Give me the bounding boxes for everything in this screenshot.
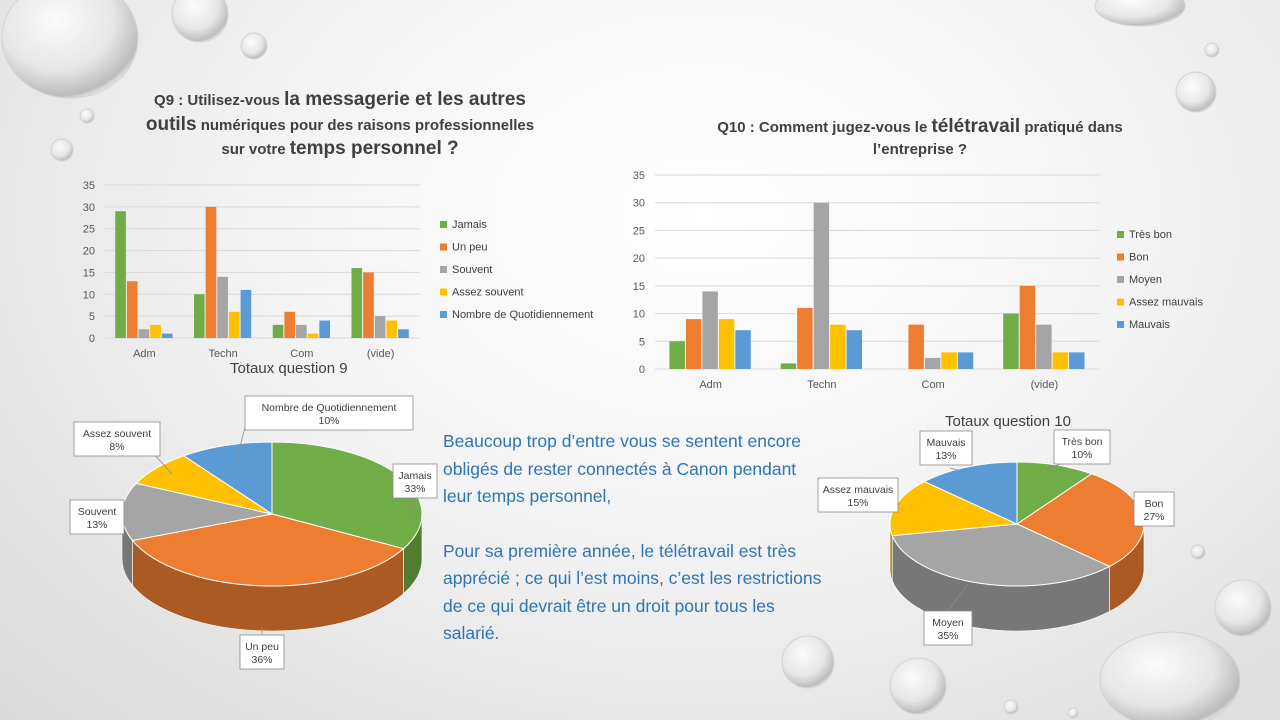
legend-swatch [1117,254,1124,261]
pie-label-percent: 33% [404,483,426,495]
bar [273,325,284,338]
bar [908,325,923,369]
bar [735,330,750,369]
q10-pie-chart [810,428,1190,648]
legend-label: Assez souvent [452,286,524,299]
x-tick-label: (vide) [366,348,395,360]
q9-title-part: la messagerie et les autres [284,89,526,110]
legend-swatch [440,289,447,296]
y-tick-label: 5 [638,336,645,349]
y-tick-label: 35 [82,180,95,192]
bar [958,352,973,369]
q9-pie-chart [50,392,440,687]
pie-label-percent: 10% [318,415,340,427]
y-tick-label: 15 [632,280,645,293]
bar [1036,325,1051,369]
q10-title-part: pratiqué dans [1020,119,1123,136]
bar [1053,352,1068,369]
q10-title-part: télétravail [931,116,1021,137]
q9-bar-chart [75,175,615,365]
legend-label: Bon [1129,251,1149,264]
legend-swatch [1117,231,1124,238]
q10-title [690,115,1150,159]
pie-label-percent: 35% [937,630,959,642]
legend-label: Mauvais [1129,319,1170,331]
y-tick-label: 35 [632,170,645,182]
pie-label-percent: 15% [847,497,869,509]
pie-label-name: Souvent [77,506,117,518]
legend-label: Très bon [1129,229,1173,241]
legend-swatch [1117,321,1124,328]
q9-title-part: numériques pour des raisons professionnelles [196,116,535,134]
y-tick-label: 0 [88,333,95,345]
y-tick-label: 20 [632,253,645,266]
bar [363,272,374,338]
legend-swatch [440,244,447,251]
legend-swatch [1117,276,1124,283]
pie-label-name: Bon [1144,498,1164,510]
y-tick-label: 25 [82,223,95,236]
bar [398,329,409,338]
y-tick-label: 0 [638,364,645,376]
y-tick-label: 25 [632,225,645,238]
bar [194,294,205,338]
bar [814,203,829,369]
pie9-title: Totaux question 9 [230,360,348,377]
bar [206,207,217,338]
y-tick-label: 10 [632,308,645,321]
pie-label-percent: 36% [251,654,273,666]
bar [319,321,330,338]
legend-swatch [440,266,447,273]
x-tick-label: Adm [133,348,156,360]
bar [375,316,386,338]
commentary-text [443,428,823,675]
bar [296,325,307,338]
bar [941,352,956,369]
pie-label-percent: 27% [1143,511,1165,523]
bar [308,334,319,338]
q9-title [120,88,560,162]
pie-label-percent: 13% [86,519,108,531]
bar [719,319,734,369]
bar [1003,314,1018,369]
q9-title-part: sur votre [221,141,290,159]
bar [925,358,940,369]
bar [229,312,240,338]
bar [284,312,295,338]
bar [217,277,228,338]
bar [150,325,161,338]
bar [162,334,173,338]
x-tick-label: Adm [699,379,722,391]
q9-title-part: : Utilisez-vous [174,92,285,109]
legend-label: Souvent [452,264,493,276]
q9-prefix: Q9 [154,92,175,109]
x-tick-label: Com [921,379,945,391]
commentary-paragraph-1: Beaucoup trop d’entre vous se sentent encore obligés de rester connectés à Canon pendant leur temps personnel, [443,431,802,506]
legend-label: Assez mauvais [1129,296,1203,309]
legend-swatch [440,221,447,228]
legend-label: Jamais [452,219,487,231]
pie-label-percent: 8% [109,441,125,453]
legend-label: Moyen [1129,274,1163,286]
bar [669,341,684,369]
y-tick-label: 5 [88,311,95,324]
bar [139,329,150,338]
x-tick-label: (vide) [1030,379,1059,391]
pie-label-percent: 10% [1071,449,1093,461]
pie-label-name: Assez souvent [82,428,152,440]
legend-label: Nombre de Quotidiennement [452,309,594,321]
bar [830,325,845,369]
bar [351,268,362,338]
bar [702,291,717,369]
bar [1020,286,1035,369]
y-tick-label: 30 [82,201,95,214]
q10-title-part: l’entreprise ? [872,140,968,158]
x-tick-label: Techn [208,348,238,360]
pie10-title: Totaux question 10 [945,413,1071,430]
commentary-paragraph-2: Pour sa première année, le télétravail est très apprécié ; ce qui l’est moins, c’est les restrictions de ce qui devrait être un droit pour tous les salarié. [443,540,822,643]
pie-label-name: Très bon [1061,436,1103,448]
x-tick-label: Techn [807,379,837,391]
legend-label: Un peu [452,241,488,254]
bar [797,308,812,369]
y-tick-label: 10 [82,289,95,302]
bar [127,281,138,338]
bar [781,363,796,369]
bar [115,211,126,338]
bar [386,321,397,338]
bar [847,330,862,369]
pie-label-percent: 13% [935,450,957,462]
pie-label-name: Assez mauvais [822,484,894,496]
pie-label-name: Mauvais [926,437,966,449]
y-tick-label: 15 [82,267,95,280]
q10-title-part: Q10 : Comment jugez-vous le [717,119,932,136]
pie-label-name: Jamais [398,470,432,482]
x-tick-label: Com [290,348,314,360]
legend-swatch [440,311,447,318]
bar [241,290,252,338]
bar [1069,352,1084,369]
pie-label-name: Un peu [245,641,279,653]
pie-label-name: Nombre de Quotidiennement [261,402,397,414]
y-tick-label: 30 [632,197,645,210]
q9-title-part: temps personnel ? [289,138,459,160]
q9-title-part: outils [145,113,197,135]
bar [686,319,701,369]
pie-label-name: Moyen [932,617,964,629]
q10-bar-chart [615,168,1225,393]
y-tick-label: 20 [82,245,95,258]
legend-swatch [1117,299,1124,306]
